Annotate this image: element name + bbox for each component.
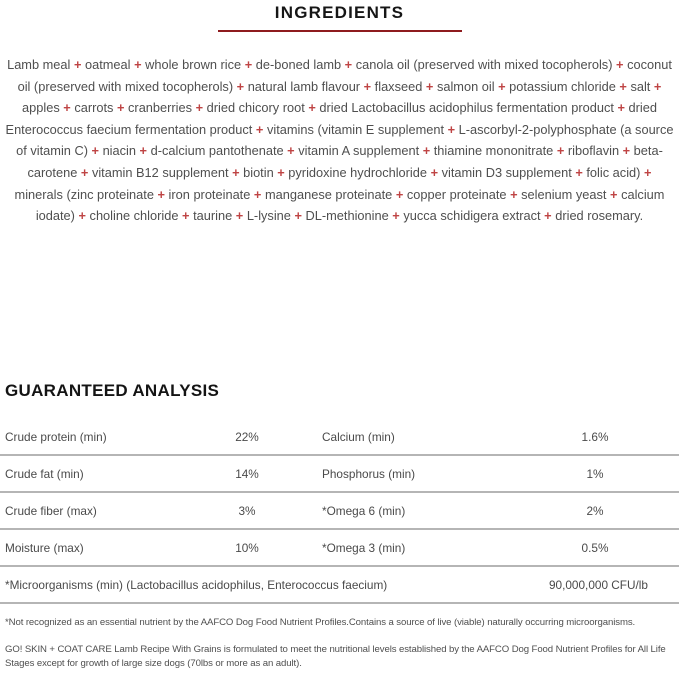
plus-separator: +	[233, 78, 248, 94]
plus-separator: +	[388, 208, 404, 224]
plus-separator: +	[113, 100, 129, 116]
plus-separator: +	[640, 164, 652, 180]
analysis-label-right: Phosphorus (min)	[322, 466, 416, 481]
plus-separator: +	[77, 164, 92, 180]
title-underline-rule	[218, 30, 462, 32]
analysis-value-left: 3%	[238, 503, 256, 518]
plus-separator: +	[290, 208, 306, 224]
plus-separator: +	[606, 186, 622, 202]
plus-separator: +	[341, 57, 356, 72]
analysis-label-right: *Omega 6 (min)	[322, 503, 406, 518]
aafco-footnote: *Not recognized as an essential nutrient by the AAFCO Dog Food Nutrient Profiles.Contains a source of live (viable) naturally occurring microorganisms.	[5, 617, 636, 628]
plus-separator: +	[59, 100, 75, 116]
microorganisms-label: *Microorganisms (min) (Lactobacillus acidophilus, Enterococcus faecium)	[5, 577, 388, 592]
analysis-row	[0, 456, 679, 493]
plus-separator: +	[427, 164, 442, 180]
plus-separator: +	[283, 143, 299, 159]
plus-separator: +	[553, 143, 568, 159]
plus-separator: +	[153, 186, 169, 202]
plus-separator: +	[571, 164, 587, 180]
analysis-label-left: Moisture (max)	[5, 540, 84, 555]
plus-separator: +	[612, 57, 628, 72]
plus-separator: +	[360, 78, 375, 94]
plus-separator: +	[506, 186, 522, 202]
analysis-value-left: 14%	[235, 466, 259, 481]
plus-separator: +	[619, 143, 634, 159]
analysis-row	[0, 493, 679, 530]
analysis-value-right: 1.6%	[581, 429, 609, 444]
plus-separator: +	[444, 121, 459, 137]
plus-separator: +	[613, 100, 629, 116]
plus-separator: +	[419, 143, 434, 159]
analysis-value-right: 2%	[586, 503, 604, 518]
plus-separator: +	[252, 121, 267, 137]
guaranteed-analysis-table	[0, 419, 679, 567]
plus-separator: +	[74, 208, 90, 224]
plus-separator: +	[192, 100, 207, 116]
plus-separator: +	[130, 57, 146, 72]
plus-separator: +	[241, 57, 256, 72]
analysis-label-left: Crude fat (min)	[5, 466, 84, 481]
analysis-label-right: *Omega 3 (min)	[322, 540, 406, 555]
analysis-value-left: 10%	[235, 540, 259, 555]
analysis-value-left: 22%	[235, 429, 259, 444]
plus-separator: +	[650, 78, 662, 94]
ingredients-title: INGREDIENTS	[274, 3, 405, 22]
microorganisms-value: 90,000,000 CFU/lb	[548, 577, 648, 592]
ingredients-paragraph: Lamb meal + oatmeal + whole brown rice + de-boned lamb + canola oil (preserved with mixed tocopherols) + coconut oil (preserved with mixed tocopherols) + natural lamb flavour + flaxseed + salmon oil + potassium chloride + salt + apples + carrots + cranberries + dried chicory root + dried Lactobacillus acidophilus fermentation product + dried Enterococcus faecium fermentation product + vitamins (vitamin E supplement + L-ascorbyl-2-polyphosphate (a source of vitamin C) + niacin + d-calcium pantothenate + vitamin A supplement + thiamine mononitrate + riboflavin + beta-carotene + vitamin B12 supplement + biotin + pyridoxine hydrochloride + vitamin D3 supplement + folic acid) + minerals (zinc proteinate + iron proteinate + manganese proteinate + copper proteinate + selenium yeast + calcium iodate) + choline chloride + taurine + L-lysine + DL-methionine + yucca schidigera extract + dried rosemary.	[5, 57, 674, 224]
analysis-row	[0, 530, 679, 567]
analysis-label-left: Crude fiber (max)	[5, 503, 97, 518]
plus-separator: +	[392, 186, 407, 202]
guaranteed-analysis-section	[0, 381, 679, 671]
formulation-statement: GO! SKIN + COAT CARE Lamb Recipe With Grains is formulated to meet the nutritional levels established by the AAFCO Dog Food Nutrient Profiles for All Life Stages except for growth of large size dogs (70lbs or more as an adult).	[5, 644, 666, 669]
plus-separator: +	[422, 78, 437, 94]
analysis-row	[0, 419, 679, 456]
plus-separator: +	[232, 208, 247, 224]
plus-separator: +	[304, 100, 320, 116]
plus-separator: +	[136, 143, 151, 159]
plus-separator: +	[250, 186, 265, 202]
guaranteed-analysis-title: GUARANTEED ANALYSIS	[5, 381, 220, 400]
plus-separator: +	[273, 164, 289, 180]
plus-separator: +	[540, 208, 556, 224]
analysis-label-right: Calcium (min)	[322, 429, 395, 444]
analysis-label-left: Crude protein (min)	[5, 429, 107, 444]
ingredients-header	[0, 0, 679, 32]
analysis-value-right: 1%	[586, 466, 604, 481]
plus-separator: +	[70, 57, 85, 72]
plus-separator: +	[178, 208, 194, 224]
plus-separator: +	[228, 164, 244, 180]
analysis-value-right: 0.5%	[581, 540, 609, 555]
plus-separator: +	[87, 143, 103, 159]
plus-separator: +	[494, 78, 510, 94]
plus-separator: +	[615, 78, 631, 94]
microorganisms-row	[0, 567, 679, 604]
